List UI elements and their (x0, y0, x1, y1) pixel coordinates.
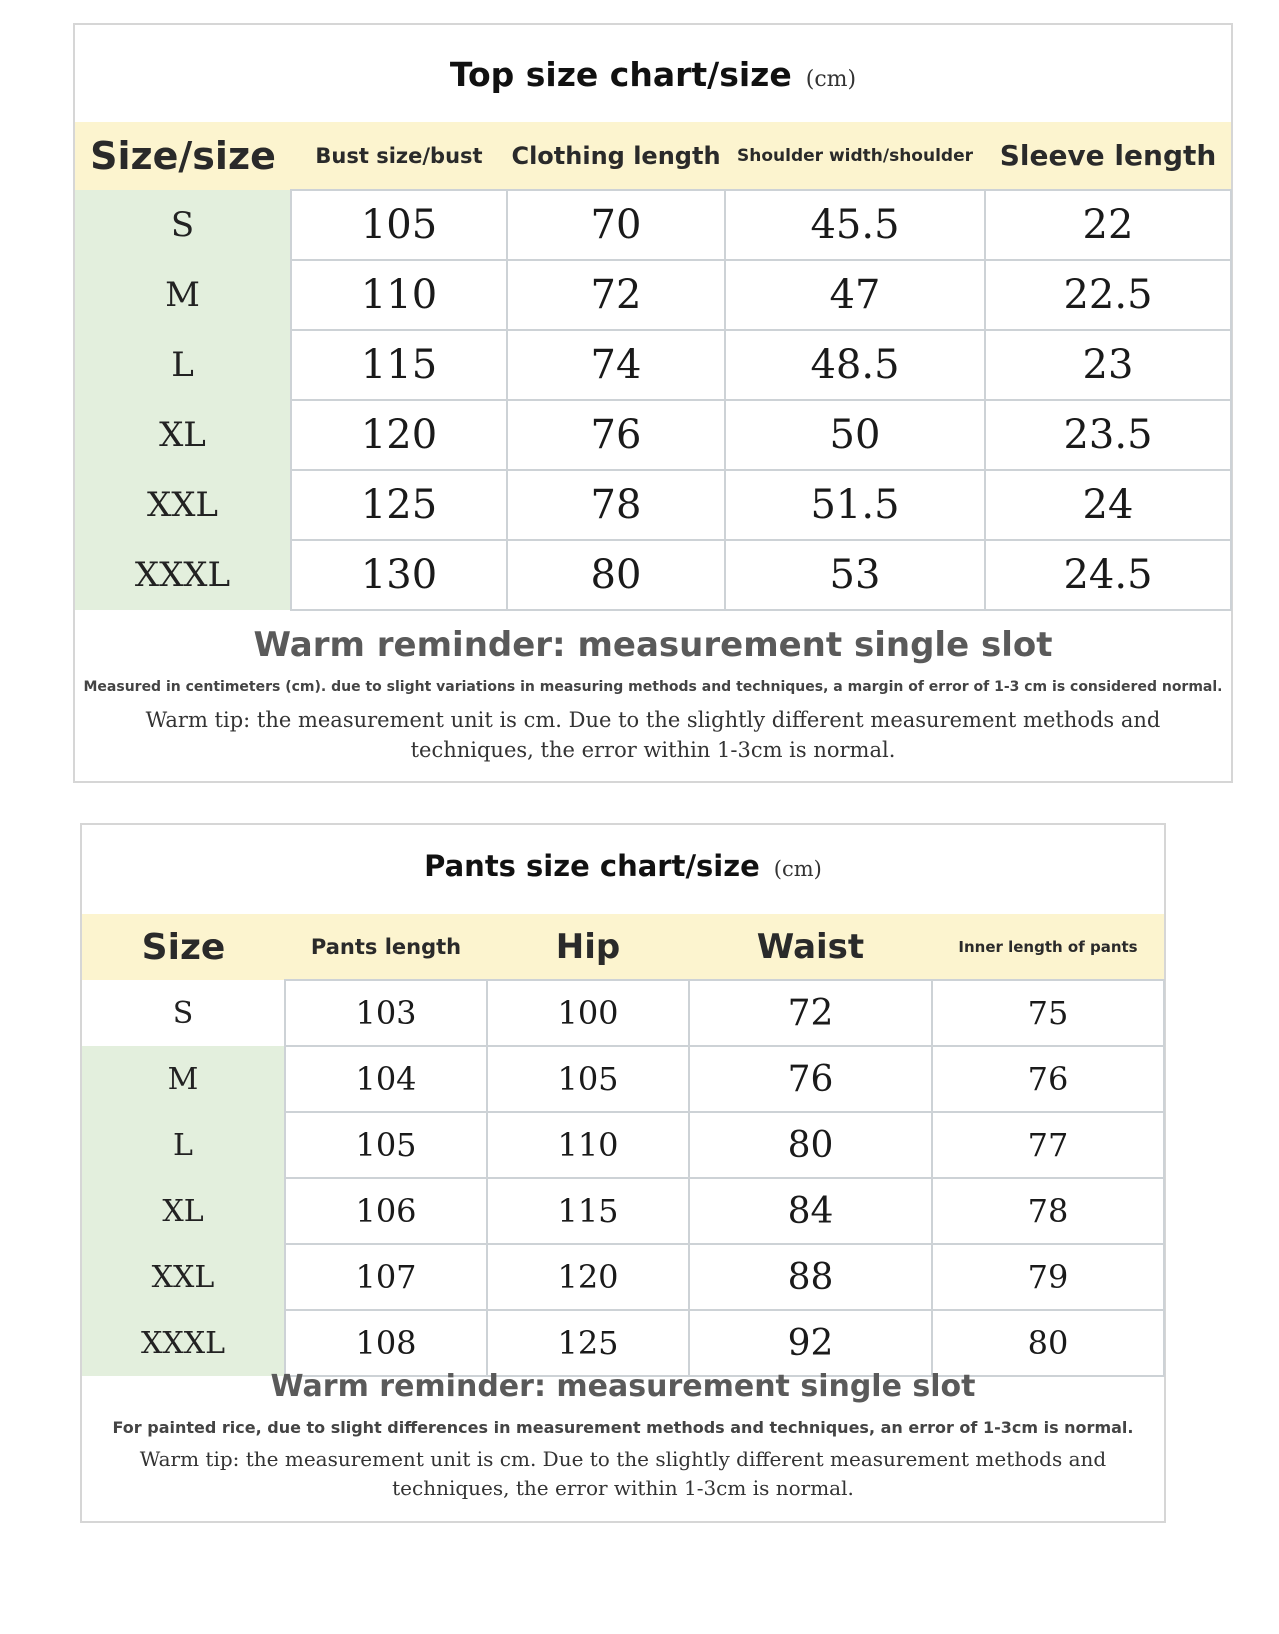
size-label: L (75, 330, 291, 400)
top-chart-title (75, 55, 1231, 94)
size-label: M (82, 1046, 285, 1112)
pants-size-table (82, 914, 1165, 1377)
shoulder-value: 53 (725, 540, 985, 610)
pants-header-hip: Hip (487, 914, 689, 980)
waist-value: 80 (689, 1112, 932, 1178)
size-label: XXXL (75, 540, 291, 610)
table-row (82, 980, 1164, 1046)
pants-reminder-small: For painted rice, due to slight differences in measurement methods and techniques, an error of 1-3cm is normal. (112, 1418, 1134, 1437)
shoulder-value: 50 (725, 400, 985, 470)
hip-value: 120 (487, 1244, 689, 1310)
sleeve-value: 22.5 (985, 260, 1231, 330)
pants-header-inner-length: Inner length of pants (932, 914, 1164, 980)
top-reminder-tip: Warm tip: the measurement unit is cm. Due to the slightly different measurement methods and techniques, the error within 1-3cm is normal. (145, 708, 1161, 763)
size-label: XXXL (82, 1310, 285, 1376)
waist-value: 92 (689, 1310, 932, 1376)
bust-value: 110 (291, 260, 507, 330)
table-row (75, 330, 1231, 400)
pants-reminder-title: Warm reminder: measurement single slot (270, 1369, 976, 1404)
hip-value: 100 (487, 980, 689, 1046)
clothing-length-value: 80 (507, 540, 725, 610)
pants-length-value: 104 (285, 1046, 487, 1112)
clothing-length-value: 74 (507, 330, 725, 400)
table-row (82, 1112, 1164, 1178)
inner-length-value: 80 (932, 1310, 1164, 1376)
clothing-length-value: 70 (507, 190, 725, 260)
clothing-length-value: 78 (507, 470, 725, 540)
waist-value: 88 (689, 1244, 932, 1310)
sleeve-value: 24.5 (985, 540, 1231, 610)
waist-value: 84 (689, 1178, 932, 1244)
bust-value: 115 (291, 330, 507, 400)
top-chart-unit: (cm) (805, 67, 857, 92)
inner-length-value: 77 (932, 1112, 1164, 1178)
pants-length-value: 106 (285, 1178, 487, 1244)
pants-header-waist: Waist (689, 914, 932, 980)
size-label: XXL (82, 1244, 285, 1310)
clothing-length-value: 76 (507, 400, 725, 470)
table-row (75, 260, 1231, 330)
pants-size-chart-panel (80, 823, 1166, 1523)
pants-chart-title (82, 849, 1164, 883)
size-label: S (75, 190, 291, 260)
inner-length-value: 75 (932, 980, 1164, 1046)
clothing-length-value: 72 (507, 260, 725, 330)
hip-value: 110 (487, 1112, 689, 1178)
size-label: M (75, 260, 291, 330)
table-row (75, 540, 1231, 610)
top-size-table (75, 122, 1232, 611)
top-chart-title-text: Top size chart/size (449, 55, 792, 94)
shoulder-value: 51.5 (725, 470, 985, 540)
pants-header-row (82, 914, 1164, 980)
sleeve-value: 24 (985, 470, 1231, 540)
top-header-row (75, 122, 1231, 190)
pants-reminder-tip: Warm tip: the measurement unit is cm. Due to the slightly different measurement methods and techniques, the error within 1-3cm is normal. (139, 1447, 1107, 1500)
top-header-clothing-length: Clothing length (507, 122, 725, 190)
table-row (82, 1046, 1164, 1112)
pants-header-pants-length: Pants length (285, 914, 487, 980)
sleeve-value: 22 (985, 190, 1231, 260)
top-size-chart-panel (73, 23, 1233, 783)
bust-value: 130 (291, 540, 507, 610)
top-header-size: Size/size (75, 122, 291, 190)
size-label: L (82, 1112, 285, 1178)
size-label: XXL (75, 470, 291, 540)
pants-length-value: 108 (285, 1310, 487, 1376)
size-label: XL (82, 1178, 285, 1244)
shoulder-value: 48.5 (725, 330, 985, 400)
table-row (82, 1310, 1164, 1376)
size-label: XL (75, 400, 291, 470)
shoulder-value: 45.5 (725, 190, 985, 260)
pants-header-size: Size (82, 914, 285, 980)
table-row (75, 470, 1231, 540)
hip-value: 115 (487, 1178, 689, 1244)
bust-value: 125 (291, 470, 507, 540)
shoulder-value: 47 (725, 260, 985, 330)
table-row (75, 190, 1231, 260)
table-row (82, 1178, 1164, 1244)
inner-length-value: 79 (932, 1244, 1164, 1310)
inner-length-value: 78 (932, 1178, 1164, 1244)
table-row (75, 400, 1231, 470)
waist-value: 76 (689, 1046, 932, 1112)
waist-value: 72 (689, 980, 932, 1046)
bust-value: 120 (291, 400, 507, 470)
pants-length-value: 103 (285, 980, 487, 1046)
pants-chart-title-text: Pants size chart/size (424, 849, 760, 883)
top-reminder-small: Measured in centimeters (cm). due to slight variations in measuring methods and techniques, a margin of error of 1-3 cm is considered normal. (83, 679, 1223, 695)
top-reminder-title: Warm reminder: measurement single slot (253, 625, 1053, 665)
top-header-bust: Bust size/bust (291, 122, 507, 190)
pants-length-value: 105 (285, 1112, 487, 1178)
inner-length-value: 76 (932, 1046, 1164, 1112)
top-header-shoulder: Shoulder width/shoulder (725, 122, 985, 190)
sleeve-value: 23 (985, 330, 1231, 400)
hip-value: 125 (487, 1310, 689, 1376)
top-header-sleeve: Sleeve length (985, 122, 1231, 190)
bust-value: 105 (291, 190, 507, 260)
table-row (82, 1244, 1164, 1310)
size-label: S (82, 980, 285, 1046)
pants-chart-unit: (cm) (773, 857, 822, 881)
hip-value: 105 (487, 1046, 689, 1112)
sleeve-value: 23.5 (985, 400, 1231, 470)
pants-length-value: 107 (285, 1244, 487, 1310)
